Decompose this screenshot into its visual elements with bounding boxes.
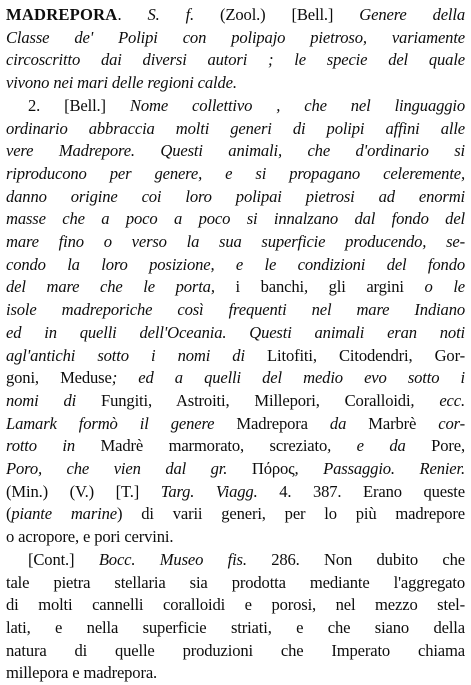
text-segment: rotto in xyxy=(6,436,101,456)
text-segment: danno origine coi loro polipai pietrosi ad enormi xyxy=(6,186,465,206)
text-segment: cor- xyxy=(416,413,465,433)
text-segment: di molti cannelli coralloidi e porosi, nel mezzo stel- xyxy=(6,595,465,615)
text-line xyxy=(6,95,465,118)
text-segment: gli argini xyxy=(328,277,404,297)
text-line xyxy=(6,617,465,640)
text-segment: Bocc. Museo fis. xyxy=(98,549,247,569)
text-segment: lati, e nella superficie striati, e che siano della xyxy=(6,617,465,637)
text-line xyxy=(6,390,465,413)
text-segment: da xyxy=(307,413,369,433)
text-line xyxy=(6,640,465,663)
text-line xyxy=(6,503,465,526)
text-segment: Pore, xyxy=(431,436,465,456)
text-segment: Poro, che vien dal gr. xyxy=(6,459,252,479)
text-line xyxy=(6,322,465,345)
text-line xyxy=(6,526,465,549)
text-line xyxy=(6,118,465,141)
text-line xyxy=(6,27,465,50)
text-line xyxy=(6,186,465,209)
text-segment: (Min.) (V.) [T.] xyxy=(6,481,161,501)
text-segment: 286. Non dubito che xyxy=(246,549,465,569)
text-line xyxy=(6,367,465,390)
text-segment: . xyxy=(117,5,148,24)
text-segment: (Zool.) [Bell.] xyxy=(194,5,360,24)
text-segment: Madrè marmorato, screziato xyxy=(100,436,328,456)
text-segment: Fungiti, Astroiti, Millepori, Coralloidi xyxy=(101,390,411,410)
text-segment: circoscritto dai diversi autori ; le specie del quale xyxy=(6,50,465,70)
text-line xyxy=(6,231,465,254)
text-segment: , ecc. xyxy=(410,390,465,410)
text-segment: Marbrè xyxy=(368,413,417,433)
text-line xyxy=(6,208,465,231)
text-segment: riproducono per genere, e si propagano celeremente, xyxy=(6,163,465,183)
text-line xyxy=(6,4,465,27)
text-segment: , xyxy=(303,277,329,297)
text-segment: 4. 387. Erano queste xyxy=(257,481,465,501)
text-line xyxy=(6,163,465,186)
text-segment: millepora e madrepora. xyxy=(6,663,158,683)
text-line xyxy=(6,594,465,617)
text-segment: isole madreporiche così frequenti nel mare Indiano xyxy=(6,300,465,320)
text-line xyxy=(6,254,465,277)
text-line xyxy=(6,549,465,572)
text-line xyxy=(6,413,465,436)
text-line xyxy=(6,49,465,72)
text-line xyxy=(6,140,465,163)
text-line xyxy=(6,572,465,595)
text-segment: masse che a poco a poco si innalzano dal fondo del xyxy=(6,209,465,229)
text-line xyxy=(6,72,465,95)
text-segment: ( xyxy=(6,504,12,524)
text-segment: nomi di xyxy=(6,390,102,410)
text-segment: del mare che le porta, xyxy=(6,277,236,297)
text-segment: vivono nei mari delle regioni calde. xyxy=(6,73,237,93)
text-line xyxy=(6,458,465,481)
text-segment: ; ed a quelli del medio evo sotto i xyxy=(111,368,465,388)
text-segment: i banchi xyxy=(235,277,304,297)
text-segment: Genere della xyxy=(359,5,465,24)
text-segment: o le xyxy=(403,277,465,297)
text-line xyxy=(6,299,465,322)
text-segment: , Passaggio. Renier. xyxy=(294,459,465,479)
text-segment: goni, Meduse xyxy=(6,368,112,388)
dictionary-entry-madrepora xyxy=(6,4,465,685)
text-segment: ed in quelli dell'Oceania. Questi animali eran noti xyxy=(6,322,465,342)
text-segment: o acropore, e pori cervini. xyxy=(6,527,174,547)
text-line xyxy=(6,662,465,685)
text-segment: Nome collettivo , che nel linguaggio xyxy=(129,95,465,115)
headword: MADREPORA xyxy=(6,5,118,24)
text-segment: , e da xyxy=(327,436,432,456)
text-segment: 2. [Bell.] xyxy=(28,95,130,115)
text-line xyxy=(6,345,465,368)
text-line xyxy=(6,435,465,458)
text-segment: Lamark formò il genere xyxy=(6,413,237,433)
text-segment: mare fino o verso la sua superficie producendo, se- xyxy=(6,232,465,252)
text-segment: Targ. Viagg. xyxy=(160,481,258,501)
text-segment: vere Madrepore. Questi animali, che d'ordinario si xyxy=(6,141,465,161)
text-segment: S. f. xyxy=(147,5,195,24)
text-segment: natura di quelle produzioni che Imperato chiama xyxy=(6,640,465,660)
text-segment: [Cont.] xyxy=(28,549,99,569)
text-segment: Πόρος xyxy=(251,459,295,479)
text-segment: tale pietra stellaria sia prodotta mediante l'aggregato xyxy=(6,572,465,592)
text-segment: condo la loro posizione, e le condizioni del fondo xyxy=(6,254,465,274)
text-segment: Classe de' Polipi con polipajo pietroso, variamente xyxy=(6,27,465,47)
text-segment: piante marine xyxy=(11,504,117,524)
text-segment: Madrepora xyxy=(236,413,308,433)
text-segment: ) di varii generi, per lo più madrepore xyxy=(116,504,465,524)
text-segment: ordinario abbraccia molti generi di polipi affini alle xyxy=(6,118,465,138)
text-line xyxy=(6,481,465,504)
text-segment: agl'antichi sotto i nomi di xyxy=(6,345,268,365)
text-segment: Litofiti, Citodendri, Gor- xyxy=(267,345,465,365)
text-line xyxy=(6,276,465,299)
